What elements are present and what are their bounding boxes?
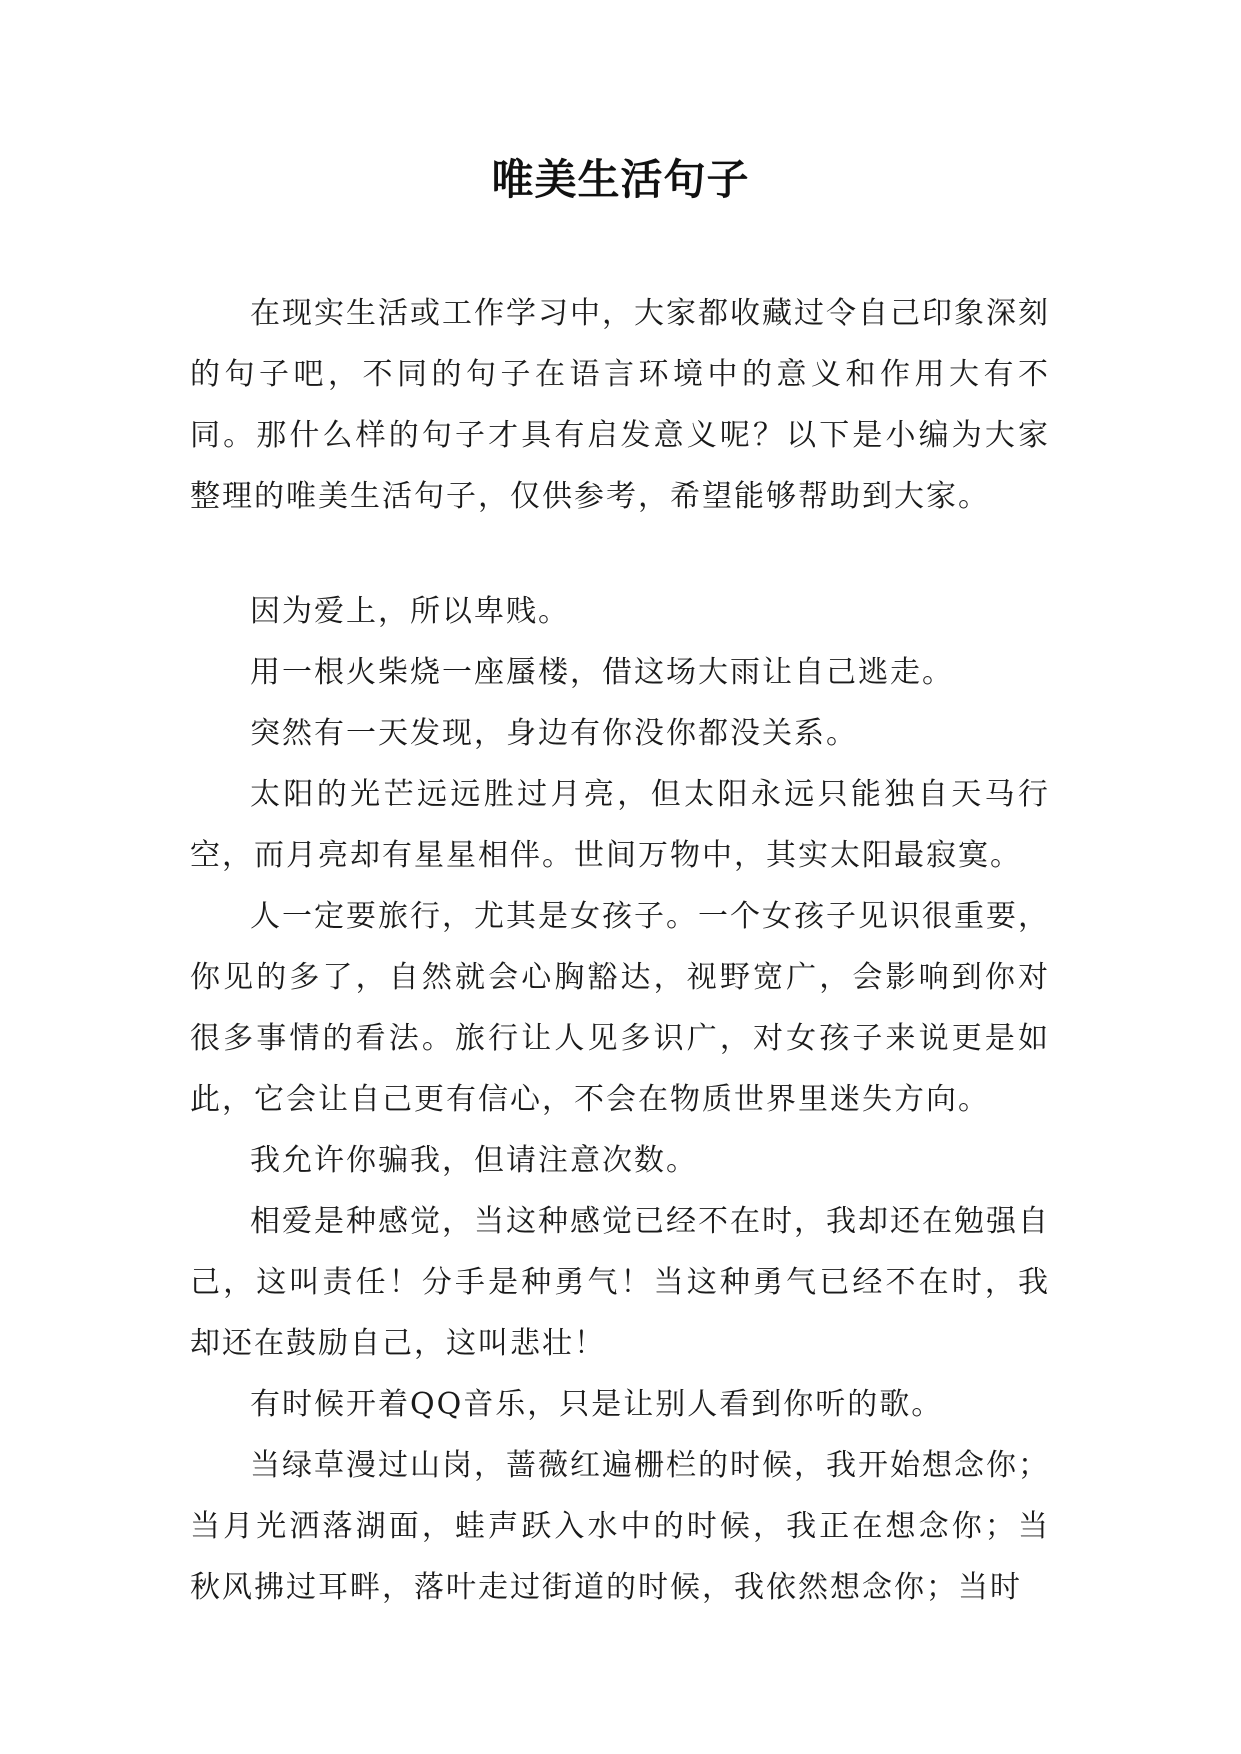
document-title: 唯美生活句子: [491, 155, 750, 204]
intro-section: [190, 283, 1050, 527]
paragraph: 有时候开着QQ音乐，只是让别人看到你听的歌。: [250, 1387, 944, 1422]
paragraph: 人一定要旅行，尤其是女孩子。一个女孩子见识很重要，你见的多了，自然就会心胸豁达，视野宽广，会影响到你对很多事情的看法。旅行让人见多识广，对女孩子来说更是如此，它会让自己更有信心，不会在物质世界里迷失方向。: [190, 899, 1050, 1117]
paragraph: 相爱是种感觉，当这种感觉已经不在时，我却还在勉强自己，这叫责任！分手是种勇气！当这种勇气已经不在时，我却还在鼓励自己，这叫悲壮！: [190, 1204, 1050, 1361]
sentences-section: [190, 581, 1050, 1618]
paragraph: 太阳的光芒远远胜过月亮，但太阳永远只能独自天马行空，而月亮却有星星相伴。世间万物中，其实太阳最寂寞。: [190, 777, 1050, 873]
paragraph: 用一根火柴烧一座蜃楼，借这场大雨让自己逃走。: [250, 655, 954, 690]
paragraph: 当绿草漫过山岗，蔷薇红遍栅栏的时候，我开始想念你；当月光洒落湖面，蛙声跃入水中的时候，我正在想念你；当秋风拂过耳畔，落叶走过街道的时候，我依然想念你；当时: [190, 1448, 1050, 1605]
paragraph: 突然有一天发现，身边有你没你都没关系。: [250, 716, 858, 751]
intro-paragraph: 在现实生活或工作学习中，大家都收藏过令自己印象深刻的句子吧，不同的句子在语言环境中的意义和作用大有不同。那什么样的句子才具有启发意义呢？以下是小编为大家整理的唯美生活句子，仅供参考，希望能够帮助到大家。: [190, 296, 1050, 514]
paragraph: 因为爱上，所以卑贱。: [250, 594, 570, 629]
paragraph: 我允许你骗我，但请注意次数。: [250, 1143, 698, 1178]
